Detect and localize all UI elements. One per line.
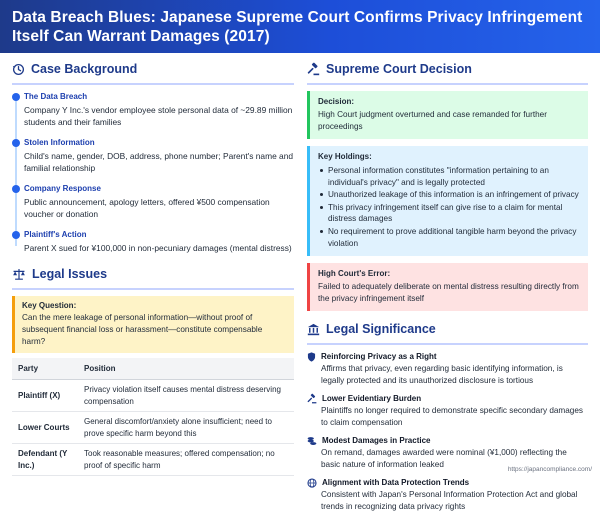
supreme-court-decision-heading: Supreme Court Decision xyxy=(307,58,588,80)
decision-label: Decision: xyxy=(318,97,355,106)
page-header xyxy=(0,0,600,53)
timeline-dot xyxy=(12,93,20,101)
timeline-text: Public announcement, apology letters, offered ¥500 compensation voucher or donation xyxy=(24,197,270,219)
error-text: Failed to adequately deliberate on mental distress resulting directly from the privacy infringement itself xyxy=(318,282,579,304)
right-column xyxy=(307,58,588,519)
page-title: Data Breach Blues: Japanese Supreme Court Confirms Privacy Infringement Itself Can Warrant Damages (2017) xyxy=(12,9,583,45)
timeline-dot xyxy=(12,185,20,193)
timeline-text: Company Y Inc.'s vendor employee stole personal data of ~29.89 million students and their families xyxy=(24,105,293,127)
significance-item xyxy=(307,351,588,387)
holding-item: Personal information constitutes "information pertaining to an individual's privacy" and is legally protected xyxy=(318,165,581,188)
party-cell: Plaintiff (X) xyxy=(12,380,78,412)
positions-table xyxy=(12,358,294,476)
case-background-heading: Case Background xyxy=(12,58,294,80)
timeline-title: Plaintiff's Action xyxy=(24,230,87,239)
error-label: High Court's Error: xyxy=(318,269,391,279)
gavel-icon xyxy=(307,63,320,76)
decision-box xyxy=(307,91,588,139)
scales-icon xyxy=(12,268,26,281)
holding-item: Unauthorized leakage of this information is an infringement of privacy xyxy=(318,189,581,201)
section-divider xyxy=(307,83,588,85)
table-row xyxy=(12,412,294,444)
table-row xyxy=(12,380,294,412)
timeline-text: Parent X sued for ¥100,000 in non-pecuniary damages (mental distress) xyxy=(24,243,292,253)
table-row xyxy=(12,444,294,476)
shield-icon xyxy=(307,352,316,362)
history-icon xyxy=(12,63,25,76)
gavel-icon xyxy=(307,394,317,404)
significance-item xyxy=(307,477,588,513)
decision-text: High Court judgment overturned and case remanded for further proceedings xyxy=(318,110,547,131)
holdings-label: Key Holdings: xyxy=(318,152,372,161)
column-header-position: Position xyxy=(78,358,294,380)
holding-item: No requirement to prove additional tangible harm beyond the privacy violation xyxy=(318,226,581,249)
timeline-title: Stolen Information xyxy=(24,138,95,147)
error-box xyxy=(307,263,588,311)
timeline-item xyxy=(24,183,294,220)
case-timeline xyxy=(12,91,294,254)
table-header-row xyxy=(12,358,294,380)
timeline-title: Company Response xyxy=(24,184,101,193)
significance-text: Consistent with Japan's Personal Information Protection Act and global trends in recognizing data privacy rights xyxy=(321,490,578,512)
footer-url: https://japancompliance.com/ xyxy=(507,466,592,473)
party-cell: Lower Courts xyxy=(12,412,78,444)
section-divider xyxy=(307,343,588,345)
section-divider xyxy=(12,83,294,85)
key-question-text: Can the mere leakage of personal information—without proof of subsequent financial loss or harassment—constitute compensable harm? xyxy=(22,313,263,346)
key-question-box xyxy=(12,296,294,353)
timeline-dot xyxy=(12,139,20,147)
party-cell: Defendant (Y Inc.) xyxy=(12,444,78,476)
significance-text: On remand, damages awarded were nominal (¥1,000) reflecting the basic nature of information leaked xyxy=(321,448,567,470)
holding-item: This privacy infringement itself can give rise to a claim for mental distress damages xyxy=(318,202,581,225)
holdings-list xyxy=(318,165,581,249)
significance-title: Reinforcing Privacy as a Right xyxy=(321,352,437,362)
globe-icon xyxy=(307,478,317,488)
timeline-item xyxy=(24,229,294,254)
column-header-party: Party xyxy=(12,358,78,380)
timeline-item xyxy=(24,91,294,128)
timeline-title: The Data Breach xyxy=(24,92,88,101)
timeline-text: Child's name, gender, DOB, address, phone number; Parent's name and familial relationship xyxy=(24,151,294,173)
significance-text: Plaintiffs no longer required to demonstrate specific secondary damages to claim compensation xyxy=(321,406,583,428)
timeline-dot xyxy=(12,231,20,239)
significance-text: Affirms that privacy, even regarding basic identifying information, is legally protected and its unauthorized disclosure is tortious xyxy=(321,364,563,386)
left-column xyxy=(12,58,294,476)
significance-title: Lower Evidentiary Burden xyxy=(322,394,422,404)
timeline-item xyxy=(24,137,294,174)
legal-significance-heading: Legal Significance xyxy=(307,318,588,340)
key-question-label: Key Question: xyxy=(22,301,77,310)
landmark-icon xyxy=(307,323,320,336)
significance-title: Alignment with Data Protection Trends xyxy=(322,478,470,488)
position-cell: Took reasonable measures; offered compensation; no proof of specific harm xyxy=(78,444,294,476)
holdings-box xyxy=(307,146,588,256)
significance-item xyxy=(307,393,588,429)
section-divider xyxy=(12,288,294,290)
position-cell: General discomfort/anxiety alone insufficient; need to prove specific harm beyond this xyxy=(78,412,294,444)
significance-title: Modest Damages in Practice xyxy=(322,436,431,446)
legal-issues-heading: Legal Issues xyxy=(12,263,294,285)
coins-icon xyxy=(307,436,317,446)
position-cell: Privacy violation itself causes mental distress deserving compensation xyxy=(78,380,294,412)
